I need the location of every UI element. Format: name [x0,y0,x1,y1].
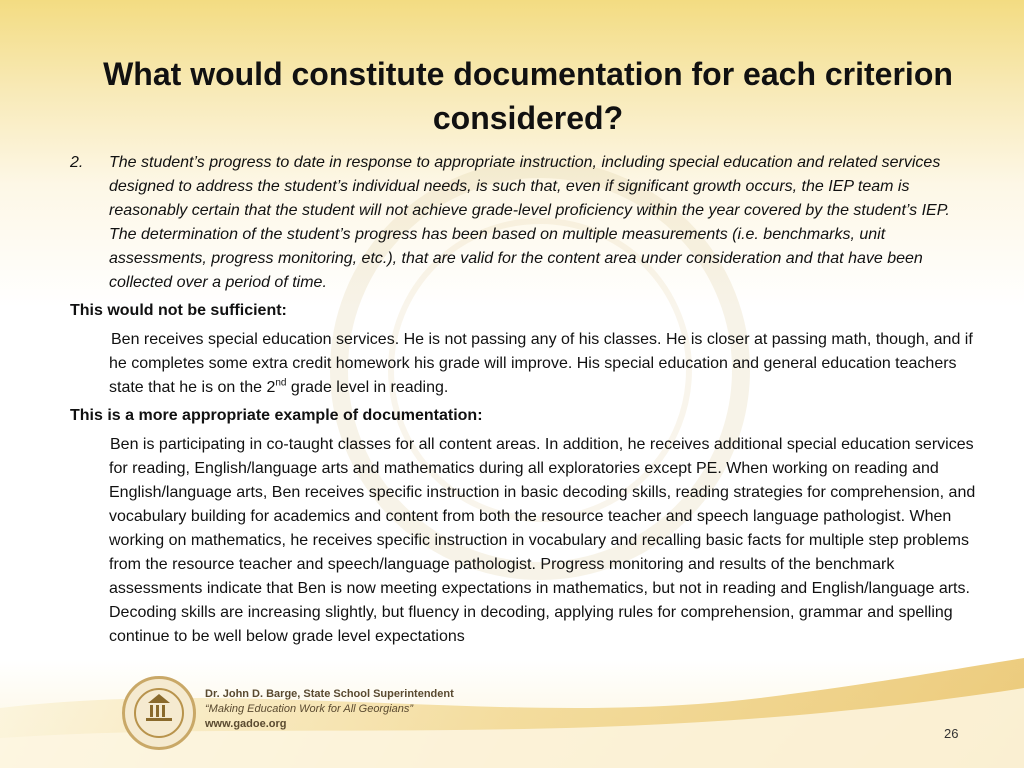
insufficient-text-end: grade level in reading. [286,379,449,396]
superintendent-name: Dr. John D. Barge, State School Superintendent [205,688,454,700]
criterion-item [70,151,970,295]
superscript-nd: nd [275,377,287,389]
appropriate-example: Ben is participating in co-taught classes for all content areas. In addition, he receives additional special education services for reading, English/language arts and mathematics during all exploratories except PE. When working on reading and English/language arts, Ben receives specific instruction in basic decoding skills, reading strategies for comprehension, and vocabulary building for academics and content from both the resource teacher and speech language pathologist. When working on mathematics, he receives specific instruction in vocabulary and recalling basic facts for multiple step problems from the resource teacher and speech/language pathologist. Progress monitoring and results of the benchmark assessments indicate that Ben is now meeting expectations in mathematics, but not in reading and English/language arts. Decoding skills are increasing slightly, but fluency in decoding, applying rules for comprehension, grammar and spelling continue to be well below grade level expectations [109,436,976,645]
footer-website: www.gadoe.org [205,718,287,730]
footer-motto: “Making Education Work for All Georgians” [205,703,414,715]
appropriate-heading: This is a more appropriate example of documentation: [70,407,483,424]
department-of-education-seal-icon [122,676,196,750]
insufficient-example [109,328,979,400]
criterion-text: The student’s progress to date in response to appropriate instruction, including special education and related services designed to address the student’s individual needs, is such that, even if significant growth occurs, the IEP team is reasonably certain that the student will not achieve grade-level proficiency within the year covered by the student’s IEP. The determination of the student’s progress has been based on multiple measurements (i.e. benchmarks, unit assessments, progress monitoring, etc.), that are valid for the content area under consideration and that have been collected over a period of time. [109,154,950,291]
page-number: 26 [944,726,959,741]
insufficient-text: Ben receives special education services. He is not passing any of his classes. He is closer at passing math, though, and if he completes some extra credit homework his grade will improve. His special education and general education teachers state that he is on the 2 [109,331,973,396]
slide-title: What would constitute documentation for each criterion considered? [103,56,953,136]
criterion-number: 2. [70,154,84,171]
insufficient-heading: This would not be sufficient: [70,302,287,319]
footer-org [205,687,454,732]
